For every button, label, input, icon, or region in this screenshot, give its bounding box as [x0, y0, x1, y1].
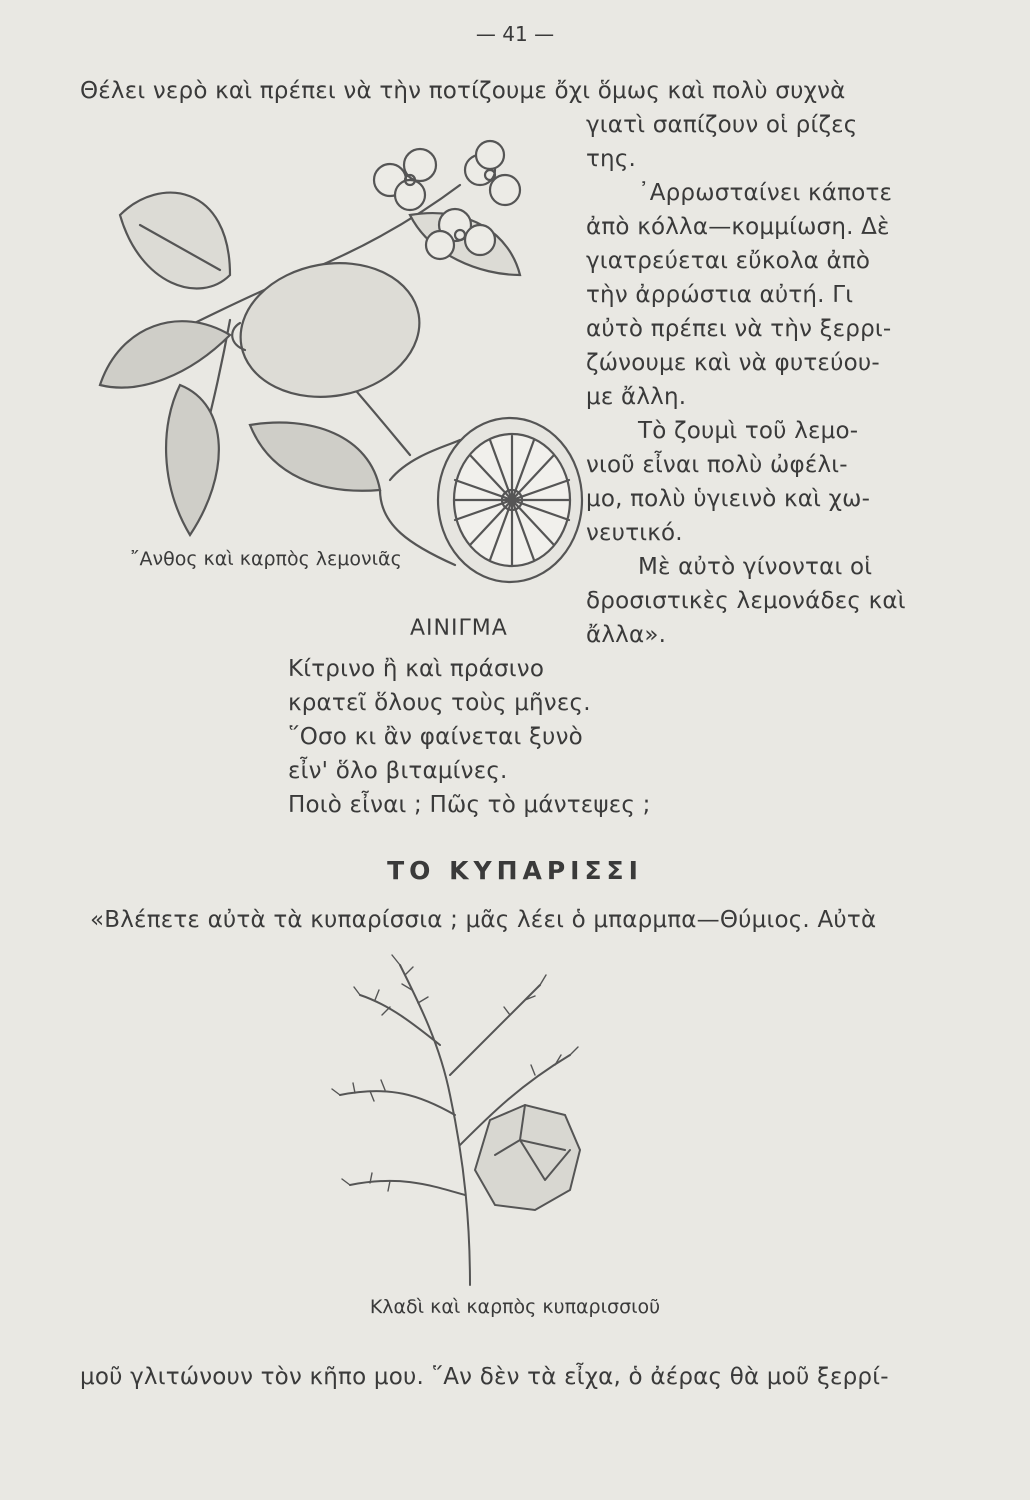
riddle-line: εἶν' ὅλο βιταμίνες.	[288, 758, 508, 784]
text-line: δροσιστικὲς λεμονάδες καὶ	[586, 588, 906, 614]
text-line: ἀπὸ κόλλα—κομμίωση. Δὲ	[586, 214, 890, 240]
cypress-caption: Κλαδὶ καὶ καρπὸς κυπαρισσιοῦ	[369, 1296, 661, 1318]
text-line: τὴν ἀρρώστια αὐτή. Γι	[586, 282, 854, 308]
right-column-text	[586, 108, 916, 652]
text-line: Τὸ ζουμὶ τοῦ λεμο-	[638, 418, 859, 444]
cypress-illustration	[320, 945, 650, 1290]
text-line: γιατρεύεται εὔκολα ἀπὸ	[586, 248, 871, 274]
text-line: αὐτὸ πρέπει νὰ τὴν ξερρι-	[586, 316, 892, 342]
section-title: ΤΟ ΚΥΠΑΡΙΣΣΙ	[387, 856, 643, 885]
text-line: νευτικό.	[586, 520, 683, 546]
text-line: γιατὶ σαπίζουν οἱ ρίζες	[586, 112, 858, 138]
text-line: ᾿Αρρωσταίνει κάποτε	[638, 180, 893, 206]
riddle-title: ΑΙΝΙΓΜΑ	[410, 616, 508, 641]
text-line: ἄλλα».	[586, 622, 667, 648]
last-line: μοῦ γλιτώνουν τὸν κῆπο μου. ῞Αν δὲν τὰ εἶχα, ὁ ἀέρας θὰ μοῦ ξερρί-	[80, 1364, 889, 1390]
text-line: νιοῦ εἶναι πολὺ ὠφέλι-	[586, 452, 848, 478]
page-number: — 41 —	[475, 22, 555, 46]
riddle-line: ῞Οσο κι ἂν φαίνεται ξυνὸ	[288, 724, 583, 750]
text-line: μο, πολὺ ὑγιεινὸ καὶ χω-	[586, 486, 871, 512]
text-line: ζώνουμε καὶ νὰ φυτεύου-	[586, 350, 880, 376]
intro-line: Θέλει νερὸ καὶ πρέπει νὰ τὴν ποτίζουμε ὄχι ὅμως καὶ πολὺ συχνὰ	[80, 78, 846, 104]
riddle-line: Κίτρινο ἢ καὶ πράσινο	[288, 656, 545, 682]
lemon-caption: ῎Ανθος καὶ καρπὸς λεμονιᾶς	[130, 548, 402, 570]
riddle-line: κρατεῖ ὅλους τοὺς μῆνες.	[288, 690, 591, 716]
riddle-text	[288, 652, 651, 822]
text-line: Μὲ αὐτὸ γίνονται οἱ	[638, 554, 873, 580]
riddle-line: Ποιὸ εἶναι ; Πῶς τὸ μάντεψες ;	[288, 792, 651, 818]
text-line: της.	[586, 146, 637, 172]
section-intro: «Βλέπετε αὐτὰ τὰ κυπαρίσσια ; μᾶς λέει ὁ μπαρμπα—Θύμιος. Αὐτὰ	[90, 907, 877, 933]
lemon-illustration	[80, 95, 600, 625]
text-line: με ἄλλη.	[586, 384, 687, 410]
